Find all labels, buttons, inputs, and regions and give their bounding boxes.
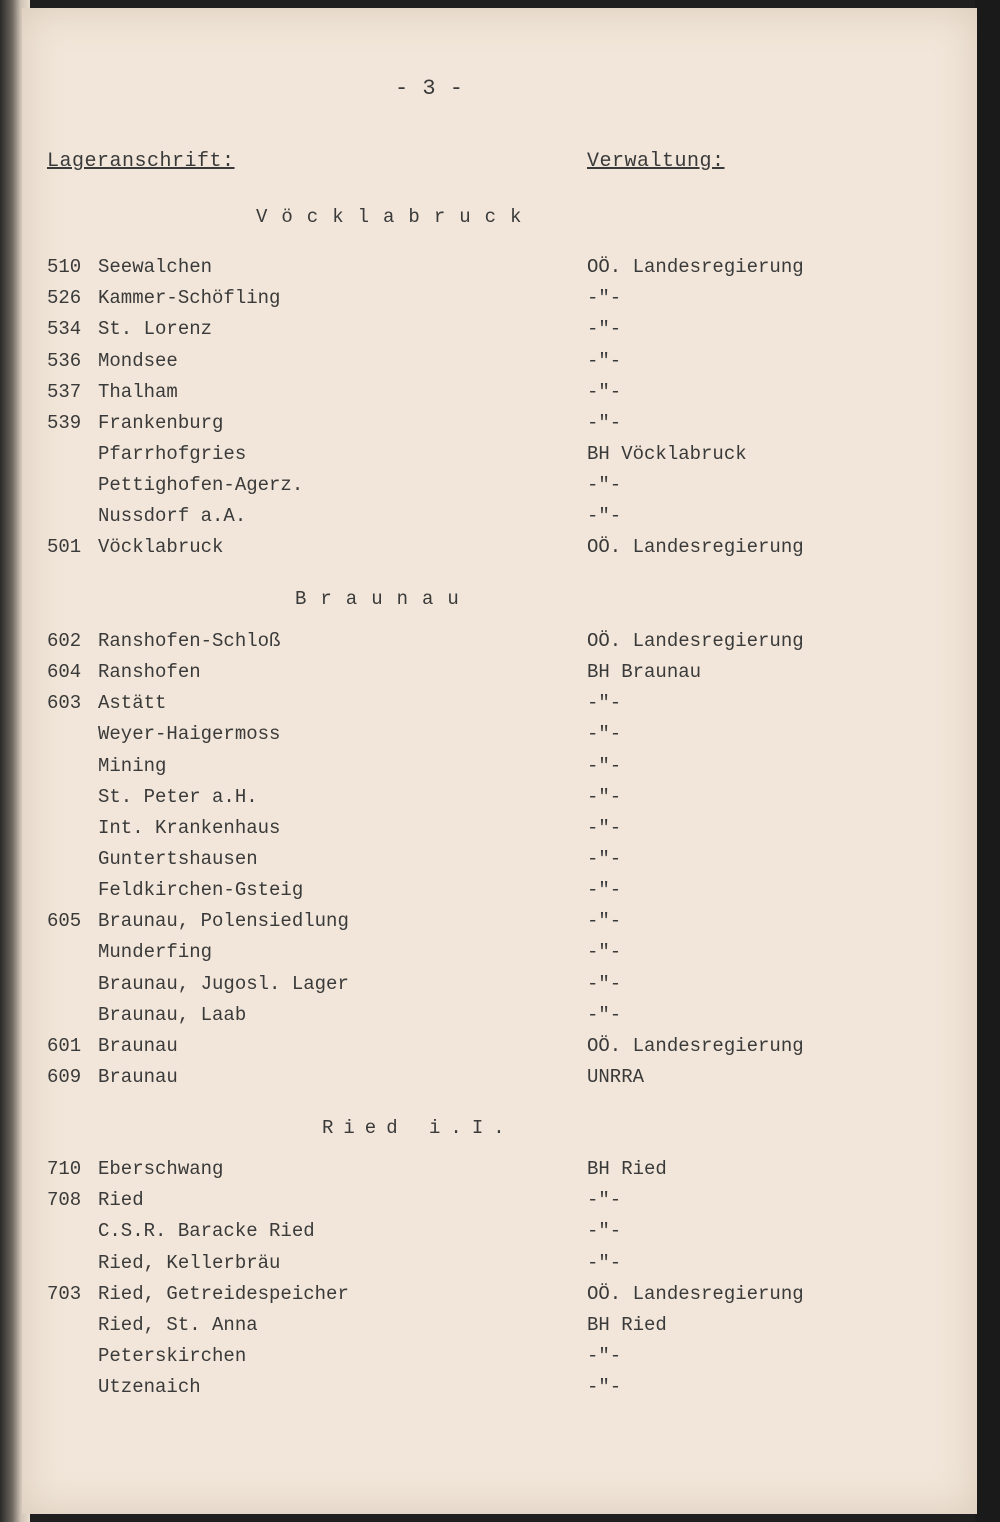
administration: UNRRA (587, 1066, 645, 1088)
administration: -"- (587, 723, 622, 745)
camp-name: Braunau (98, 1035, 178, 1057)
camp-name: Frankenburg (98, 412, 224, 434)
administration: OÖ. Landesregierung (587, 536, 804, 558)
camp-name: Kammer-Schöfling (98, 287, 281, 309)
administration: BH Braunau (587, 661, 702, 683)
administration: -"- (587, 817, 622, 839)
header-administration: Verwaltung: (587, 150, 725, 173)
camp-name: Seewalchen (98, 256, 213, 278)
camp-name: Mondsee (98, 350, 178, 372)
administration: -"- (587, 412, 622, 434)
region-heading: Vöcklabruck (256, 206, 536, 228)
administration: OÖ. Landesregierung (587, 256, 804, 278)
camp-name: Braunau, Polensiedlung (98, 910, 349, 932)
administration: -"- (587, 786, 622, 808)
camp-name: Braunau (98, 1066, 178, 1088)
camp-name: Guntertshausen (98, 848, 258, 870)
camp-number: 501 (47, 536, 82, 558)
administration: -"- (587, 1345, 622, 1367)
camp-name: Eberschwang (98, 1158, 224, 1180)
camp-number: 603 (47, 692, 82, 714)
administration: -"- (587, 879, 622, 901)
administration: -"- (587, 381, 622, 403)
administration: -"- (587, 941, 622, 963)
camp-number: 604 (47, 661, 82, 683)
administration: OÖ. Landesregierung (587, 1035, 804, 1057)
administration: -"- (587, 474, 622, 496)
camp-number: 601 (47, 1035, 82, 1057)
administration: -"- (587, 910, 622, 932)
camp-name: Pettighofen-Agerz. (98, 474, 304, 496)
camp-number: 534 (47, 318, 82, 340)
camp-name: Ried (98, 1189, 144, 1211)
administration: -"- (587, 1252, 622, 1274)
camp-name: Munderfing (98, 941, 213, 963)
camp-name: Ried, Kellerbräu (98, 1252, 281, 1274)
administration: BH Ried (587, 1158, 667, 1180)
administration: -"- (587, 505, 622, 527)
administration: BH Ried (587, 1314, 667, 1336)
camp-number: 536 (47, 350, 82, 372)
camp-name: Astätt (98, 692, 167, 714)
administration: -"- (587, 318, 622, 340)
region-heading: Ried i.I. (322, 1117, 515, 1139)
camp-name: Peterskirchen (98, 1345, 247, 1367)
camp-name: Braunau, Jugosl. Lager (98, 973, 349, 995)
administration: -"- (587, 973, 622, 995)
camp-name: C.S.R. Baracke Ried (98, 1220, 315, 1242)
camp-name: Int. Krankenhaus (98, 817, 281, 839)
page-edge (975, 0, 1000, 1522)
camp-name: Feldkirchen-Gsteig (98, 879, 304, 901)
camp-name: Thalham (98, 381, 178, 403)
camp-number: 609 (47, 1066, 82, 1088)
camp-name: Mining (98, 755, 167, 777)
administration: -"- (587, 1220, 622, 1242)
camp-name: Ried, Getreidespeicher (98, 1283, 349, 1305)
administration: -"- (587, 1004, 622, 1026)
camp-number: 602 (47, 630, 82, 652)
administration: -"- (587, 848, 622, 870)
header-camp-address: Lageranschrift: (47, 150, 235, 173)
camp-number: 537 (47, 381, 82, 403)
camp-name: Weyer-Haigermoss (98, 723, 281, 745)
camp-name: Utzenaich (98, 1376, 201, 1398)
camp-number: 605 (47, 910, 82, 932)
region-heading: Braunau (295, 588, 473, 610)
camp-number: 703 (47, 1283, 82, 1305)
administration: OÖ. Landesregierung (587, 630, 804, 652)
administration: -"- (587, 692, 622, 714)
camp-number: 710 (47, 1158, 82, 1180)
camp-number: 526 (47, 287, 82, 309)
administration: -"- (587, 755, 622, 777)
administration: OÖ. Landesregierung (587, 1283, 804, 1305)
camp-name: St. Lorenz (98, 318, 213, 340)
camp-name: St. Peter a.H. (98, 786, 258, 808)
page-number: - 3 - (395, 76, 464, 101)
camp-name: Ranshofen (98, 661, 201, 683)
camp-number: 539 (47, 412, 82, 434)
camp-name: Ried, St. Anna (98, 1314, 258, 1336)
camp-name: Ranshofen-Schloß (98, 630, 281, 652)
camp-name: Braunau, Laab (98, 1004, 247, 1026)
camp-number: 510 (47, 256, 82, 278)
administration: -"- (587, 1376, 622, 1398)
administration: -"- (587, 287, 622, 309)
camp-name: Nussdorf a.A. (98, 505, 247, 527)
administration: BH Vöcklabruck (587, 443, 747, 465)
camp-name: Vöcklabruck (98, 536, 224, 558)
document-page (22, 8, 977, 1514)
administration: -"- (587, 350, 622, 372)
camp-name: Pfarrhofgries (98, 443, 247, 465)
administration: -"- (587, 1189, 622, 1211)
camp-number: 708 (47, 1189, 82, 1211)
